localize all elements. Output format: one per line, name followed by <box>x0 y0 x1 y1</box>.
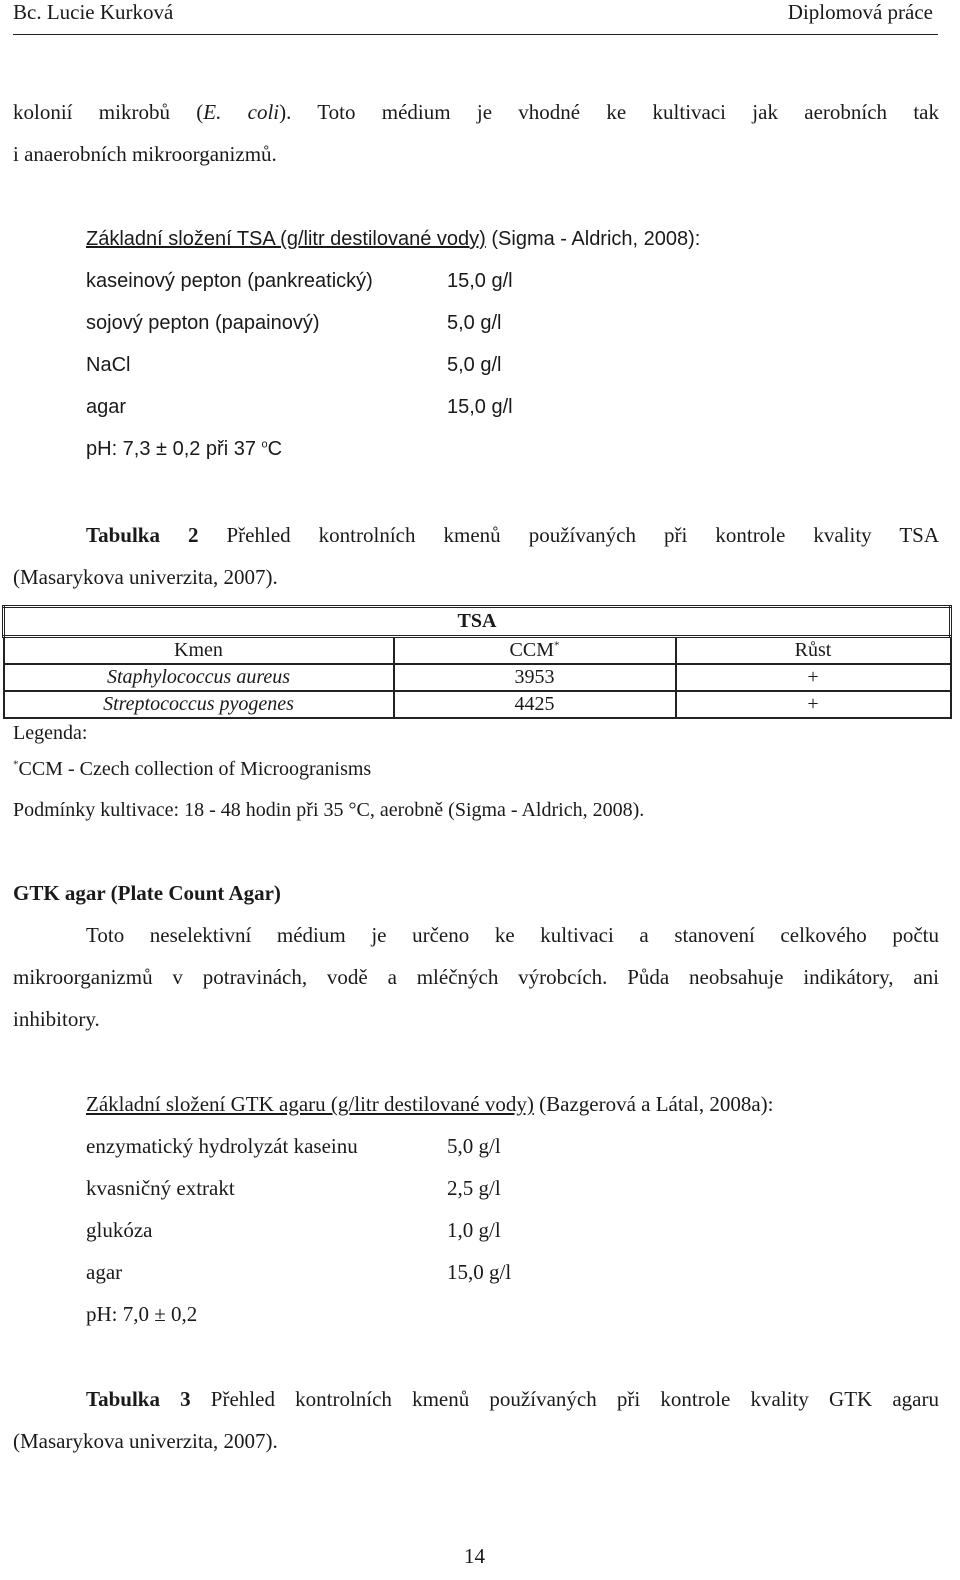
gtk-item-value: 2,5 g/l <box>447 1176 501 1200</box>
cell-ccm: 3953 <box>394 664 676 691</box>
cell-strain: Streptococcus pyogenes <box>4 691 394 718</box>
intro-species: E. coli <box>203 100 280 124</box>
table2-label: Tabulka 2 <box>86 523 199 547</box>
table3-caption-source: (Masarykova univerzita, 2007). <box>13 1429 278 1453</box>
table2-conditions: Podmínky kultivace: 18 - 48 hodin při 35 °C, aerobně (Sigma - Aldrich, 2008). <box>13 799 645 821</box>
cell-growth: + <box>676 691 951 718</box>
table3-caption-text: Přehled kontrolních kmenů používaných při kontrole kvality GTK agaru <box>190 1387 939 1411</box>
table-group-label: TSA <box>4 607 951 637</box>
tsa-title-underlined: Základní složení TSA (g/litr destilované vody) <box>86 228 486 250</box>
cell-strain: Staphylococcus aureus <box>4 664 394 691</box>
cell-growth: + <box>676 664 951 691</box>
header-rule <box>13 34 938 35</box>
gtk-paragraph-line: mikroorganizmů v potravinách, vodě a mléčných výrobcích. Půda neobsahuje indikátory, ani <box>13 965 939 989</box>
gtk-ph: pH: 7,0 ± 0,2 <box>86 1302 198 1326</box>
intro-line-1 <box>13 100 939 125</box>
tsa-ph-degree: o <box>261 438 268 451</box>
legend-sup: * <box>13 758 19 771</box>
gtk-paragraph-line: inhibitory. <box>13 1007 100 1031</box>
table-group-header <box>4 607 951 637</box>
tsa-composition-title <box>86 228 700 251</box>
header-author: Bc. Lucie Kurková <box>13 0 174 24</box>
tsa-item-name: NaCl <box>86 354 131 376</box>
gtk-item-value: 1,0 g/l <box>447 1218 501 1242</box>
table2-caption-source: (Masarykova univerzita, 2007). <box>13 565 278 589</box>
table-header-row <box>4 637 951 665</box>
col-header-growth: Růst <box>676 637 951 665</box>
tsa-item-value: 5,0 g/l <box>447 354 502 376</box>
tsa-ph-unit: C <box>267 438 283 460</box>
tsa-item-value: 15,0 g/l <box>447 270 513 292</box>
table2-legend <box>13 758 371 781</box>
gtk-composition-title <box>86 1092 774 1117</box>
col-header-ccm <box>394 637 676 665</box>
table3-label: Tabulka 3 <box>86 1387 191 1411</box>
gtk-item-name: agar <box>86 1260 123 1284</box>
intro-text-a: kolonií mikrobů ( <box>13 100 204 124</box>
intro-text-b: ). Toto médium je vhodné ke kultivaci jak aerobních tak <box>279 100 939 124</box>
tsa-title-source: (Sigma - Aldrich, 2008): <box>485 228 701 250</box>
col-header-ccm-label: CCM <box>509 639 554 661</box>
gtk-item-name: glukóza <box>86 1218 153 1242</box>
intro-line-2: i anaerobních mikroorganizmů. <box>13 142 277 166</box>
gtk-item-value: 15,0 g/l <box>447 1260 512 1284</box>
tsa-item-value: 5,0 g/l <box>447 312 502 334</box>
gtk-title-underlined: Základní složení GTK agaru (g/litr destilované vody) <box>86 1092 534 1116</box>
cell-ccm: 4425 <box>394 691 676 718</box>
legend-text: CCM - Czech collection of Microogranisms <box>18 758 372 780</box>
table2-caption <box>86 523 939 548</box>
tsa-ph <box>86 438 282 461</box>
header-doc-type: Diplomová práce <box>787 0 933 24</box>
gtk-title-source: (Bazgerová a Látal, 2008a): <box>533 1092 774 1116</box>
gtk-paragraph-line: Toto neselektivní médium je určeno ke kultivaci a stanovení celkového počtu <box>86 923 939 947</box>
gtk-item-name: kvasničný extrakt <box>86 1176 235 1200</box>
tsa-ph-text: pH: 7,3 ± 0,2 při 37 <box>86 438 262 460</box>
table2-legend-label: Legenda: <box>13 722 88 744</box>
gtk-item-name: enzymatický hydrolyzát kaseinu <box>86 1134 358 1158</box>
gtk-heading: GTK agar (Plate Count Agar) <box>13 881 281 905</box>
tsa-item-name: sojový pepton (papainový) <box>86 312 320 334</box>
col-header-ccm-sup: * <box>553 639 560 652</box>
gtk-item-value: 5,0 g/l <box>447 1134 501 1158</box>
table3-caption <box>86 1387 939 1412</box>
tsa-item-value: 15,0 g/l <box>447 396 513 418</box>
page-number: 14 <box>464 1544 485 1568</box>
tsa-item-name: kaseinový pepton (pankreatický) <box>86 270 373 292</box>
tsa-item-name: agar <box>86 396 127 418</box>
table-row <box>4 691 951 718</box>
col-header-strain: Kmen <box>4 637 394 665</box>
table-row <box>4 664 951 691</box>
table2 <box>2 605 952 719</box>
table2-caption-text: Přehled kontrolních kmenů používaných při kontrole kvality TSA <box>198 523 939 547</box>
